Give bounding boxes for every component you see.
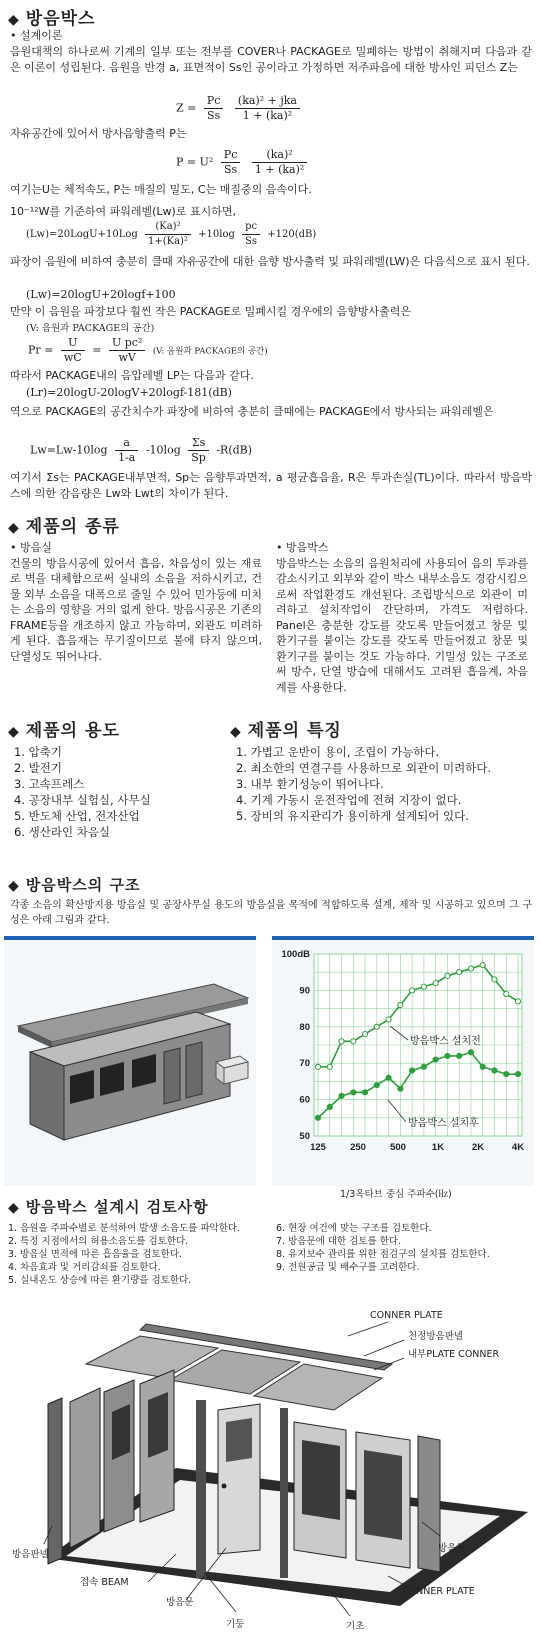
data-point	[351, 1090, 356, 1095]
section-title-checklist: ◆ 방음박스 설계시 검토사항	[8, 1198, 209, 1216]
list-item: 4. 차음효과 및 거리감쇠를 검토한다.	[8, 1262, 161, 1273]
label-wall-panel: 방음판넬	[12, 1549, 49, 1560]
types-right-column	[276, 540, 528, 695]
theory-paragraph-2: 자유공간에 있어서 방사음향출력 P는	[10, 127, 187, 140]
uses-list	[14, 744, 151, 840]
data-point	[457, 970, 462, 975]
types-left-body: 건물의 방음시공에 있어서 흡음, 차음성이 있는 재료로 벽을 대체함으로써 실내의 소음을 저하시키고, 건물 외부 소음을 대폭으로 줄일 수 있어 민가등에 미치는 소음의 영향을 거의 없게 한다. 방음시공은 기존의 FRAME등을 개조하지 않고 가능하며, 외관도 미려하게 된다. 흡음재는 무기질이므로 불에 타지 않으며, 단열성도 뛰어나다.	[10, 556, 262, 663]
types-left-title: • 방음실	[10, 541, 52, 554]
x-tick-label: 1K	[431, 1142, 445, 1153]
list-item: 5. 반도체 산업, 전자산업	[14, 809, 140, 823]
data-point	[445, 1053, 450, 1058]
label-conner-plate-bottom: CONNER PLATE	[402, 1586, 475, 1597]
pillar	[280, 1408, 288, 1578]
diamond-icon: ◆	[8, 724, 20, 740]
list-item: 3. 방음실 면적에 따른 흡음율을 검토한다.	[8, 1249, 183, 1260]
x-tick-label: 2K	[471, 1142, 485, 1153]
soundbox-illustration	[4, 940, 256, 1186]
noise-level-chart	[272, 940, 534, 1186]
data-point	[315, 1115, 320, 1120]
equation-lw-package: Lw=Lw-10log $\frac{a}{1-a}$ -10log $\frac{\Sigma s}{Sp}$ -R(dB)	[30, 436, 253, 464]
list-item: 2. 최소한의 연결구를 사용하므로 외관이 미려하다.	[236, 761, 492, 775]
list-item: 5. 장비의 유지관리가 용이하게 설계되어 있다.	[236, 809, 469, 823]
wall-panel	[70, 1388, 100, 1548]
theory-paragraph-1: 음원대책의 하나로써 기계의 일부 또는 전부를 COVER나 PACKAGE로 밀폐하는 방법이 취해지며 다음과 같은 이론이 성립된다. 음원을 반경 a, 표면적이 Ss인 공이라고 가정하면 저주파음에 대한 방사인 피던스 Z는	[10, 45, 532, 74]
equation-lw: (Lw)=20logU+20logf+100	[26, 288, 176, 301]
y-tick-label: 60	[299, 1094, 310, 1106]
data-point	[492, 1068, 497, 1073]
x-tick-label: 125	[310, 1142, 326, 1153]
theory-paragraph-7: 따라서 PACKAGE내의 음압레벨 LP는 다음과 같다.	[10, 369, 254, 382]
list-item: 3. 고속프레스	[14, 777, 85, 791]
list-item: 7. 방음문에 대한 검토를 한다.	[276, 1236, 402, 1247]
data-point	[351, 1039, 356, 1044]
list-item: 9. 전원공급 및 배수구를 고려한다.	[276, 1262, 420, 1273]
theory-paragraph-6: 만약 이 음원을 파장보다 훨씬 작은 PACKAGE로 밀폐시킬 경우에의 음향방사출력은	[10, 305, 412, 318]
list-item: 8. 유지보수 관리를 위한 점검구의 설치를 검토한다.	[276, 1249, 490, 1260]
list-item: 6. 현장 여건에 맞는 구조를 검토한다.	[276, 1223, 432, 1234]
data-point	[457, 1053, 462, 1058]
equation-lr: (Lr)=20logU-20logV+20logf-181(dB)	[26, 386, 232, 399]
equation-pr: Pr = $\frac{U}{wC}$ = $\frac{\text{U pc²}}{wV}$ (V: 음원과 PACKAGE의 공간)	[28, 336, 268, 364]
label-sound-door: 방음문	[166, 1597, 194, 1608]
data-point	[433, 1057, 438, 1062]
types-left-column	[10, 540, 262, 664]
list-item: 1. 음원을 주파수별로 분석하여 발생 소음도를 파악한다.	[8, 1223, 241, 1234]
x-tick-label: 500	[390, 1142, 406, 1153]
data-point	[468, 1050, 473, 1055]
data-point	[504, 991, 509, 996]
wall-panel	[418, 1436, 440, 1572]
theory-note-v: (V: 음원과 PACKAGE의 공간)	[26, 323, 155, 334]
wall-panel	[48, 1398, 62, 1564]
data-point	[362, 1031, 367, 1036]
list-item: 5. 실내온도 상승에 따른 환기량을 검토한다.	[8, 1275, 192, 1286]
y-tick-label: 70	[299, 1058, 310, 1070]
structure-description: 각종 소음의 확산방지용 방음실 및 공장사무실 용도의 방음실을 목적에 적합하도록 설계, 제작 및 시공하고 있으며 그 구성은 아래 그림과 같다.	[10, 900, 532, 926]
data-point	[374, 1082, 379, 1087]
data-point	[492, 977, 497, 982]
label-sound-window: 방음창	[438, 1543, 466, 1554]
equation-power-level: (Lw)=20LogU+10Log $\frac{\text{(Ka)²}}{\text{1+(Ka)²}}$ +10log $\frac{pc}{Ss}$ +120(dB)	[26, 221, 317, 247]
theory-paragraph-8: 역으로 PACKAGE의 공간치수가 파장에 비하여 충분히 클때에는 PACKAGE에서 방사되는 파워레벨은	[10, 405, 494, 418]
x-tick-label: 4K	[511, 1142, 525, 1153]
equation-power: P = U² $\frac{Pc}{Ss}$ $\frac{\text{(ka)²}}{\text{1 + (ka)²}}$	[176, 148, 311, 177]
theory-paragraph-9: 여기서 Σs는 PACKAGE내부면적, Sp는 음향투과면적, a 평균흡음율, R은 투과손실(TL)이다. 따라서 방음박스에 의한 감음량은 Lw와 Lwt의 차이가 된다.	[10, 471, 532, 500]
diamond-icon: ◆	[230, 724, 242, 740]
checklist-right	[276, 1222, 490, 1274]
data-point	[468, 966, 473, 971]
types-right-title: • 방음박스	[276, 541, 329, 554]
data-point	[386, 1075, 391, 1080]
theory-paragraph-5: 파장이 음원에 비하여 충분히 클때 자유공간에 대한 음향 방사출력 및 파워레벨(LW)은 다음식으로 표시 된다.	[10, 255, 530, 268]
data-point	[315, 1064, 320, 1069]
list-item: 6. 생산라인 차음실	[14, 825, 111, 839]
section-title-soundbox: ◆ 방음박스	[8, 9, 96, 29]
data-point	[327, 1104, 332, 1109]
x-tick-label: 250	[350, 1142, 366, 1153]
y-tick-label: 100dB	[281, 949, 310, 960]
diamond-icon: ◆	[8, 520, 20, 536]
equation-impedance: Z = $\frac{Pc}{Ss}$ $\frac{\text{(ka)² + jka}}{\text{1 + (ka)²}}$	[176, 94, 304, 123]
features-list	[236, 744, 491, 824]
types-right-body: 방음박스는 소음의 음원처리에 사용되어 음의 투과를 감소시키고 외부와 같이 박스 내부소음도 경감시킴으로써 작업환경도 개선된다. 조립방식으로 외관이 미려하고 설치작업이 간단하며, 가격도 저렴하다. Panel은 충분한 강도를 갖도록 만들어졌고 창문 및 환기구를 붙이는 강도를 갖도록 만들어졌고 창문 및 환기구를 붙이는 것도 가능하다. 기밀성 있는 구조로써 방수, 단열 방습에 대해서도 고려된 흡음계, 차음계를 사용한다.	[276, 556, 528, 694]
data-point	[410, 988, 415, 993]
data-point	[421, 1064, 426, 1069]
list-item: 3. 내부 환기성능이 뛰어나다.	[236, 777, 384, 791]
data-point	[421, 984, 426, 989]
chart-panel	[272, 936, 534, 1186]
checklist-left	[8, 1222, 240, 1287]
theory-paragraph-3: 여기는U는 체적속도, P는 매질의 밀도, C는 매질중의 음속이다.	[10, 183, 312, 196]
label-base: 기초	[346, 1621, 365, 1632]
section-title-structure: ◆ 방음박스의 구조	[8, 876, 141, 894]
soundbox-illustration-panel	[4, 936, 256, 1186]
label-pillar: 기둥	[226, 1619, 245, 1630]
y-tick-label: 80	[299, 1021, 310, 1033]
data-point	[386, 1017, 391, 1022]
pillar	[196, 1400, 206, 1578]
data-point	[515, 1072, 520, 1077]
series-label: 방음박스 설치전	[410, 1036, 481, 1047]
data-point	[339, 1039, 344, 1044]
y-tick-label: 50	[299, 1131, 310, 1142]
data-point	[398, 1086, 403, 1091]
data-point	[480, 1064, 485, 1069]
list-item: 2. 발전기	[14, 761, 62, 775]
section-title-features: ◆ 제품의 특징	[230, 721, 342, 741]
data-point	[433, 981, 438, 986]
list-item: 1. 가볍고 운반이 용이, 조립이 가능하다.	[236, 745, 440, 759]
theory-paragraph-4: 10⁻¹²W를 기준하여 파워레벨(Lw)로 표시하면,	[10, 205, 236, 218]
list-item: 4. 기계 가동시 운전작업에 전혀 지장이 없다.	[236, 793, 462, 807]
list-item: 2. 특정 지점에서의 허용소음도를 검토한다.	[8, 1236, 189, 1247]
label-conner-plate-top: CONNER PLATE	[370, 1310, 443, 1321]
data-point	[339, 1093, 344, 1098]
section-title-types: ◆ 제품의 종류	[8, 517, 120, 537]
label-ceiling-panel: 천정방음판넬	[408, 1331, 464, 1342]
list-item: 1. 압축기	[14, 745, 62, 759]
data-point	[327, 1064, 332, 1069]
list-item: 4. 공장내부 실험실, 사무실	[14, 793, 151, 807]
y-tick-label: 90	[299, 985, 310, 997]
data-point	[504, 1072, 509, 1077]
data-point	[445, 973, 450, 978]
data-point	[362, 1090, 367, 1095]
theory-heading: • 설계이론	[10, 29, 63, 42]
data-point	[515, 999, 520, 1004]
data-point	[374, 1024, 379, 1029]
diamond-icon: ◆	[8, 878, 20, 894]
label-beam: 접속 BEAM	[80, 1577, 129, 1588]
chart-x-axis-label: 1/3옥타브 중심 주파수(㎐)	[340, 1189, 452, 1200]
diamond-icon: ◆	[8, 12, 20, 28]
label-inner-plate-conner: 내부PLATE CONNER	[408, 1349, 500, 1360]
data-point	[410, 1068, 415, 1073]
diamond-icon: ◆	[8, 1200, 20, 1216]
data-point	[480, 962, 485, 967]
section-title-uses: ◆ 제품의 용도	[8, 721, 120, 741]
data-point	[398, 1002, 403, 1007]
series-label: 방음박스 설치후	[408, 1118, 479, 1129]
